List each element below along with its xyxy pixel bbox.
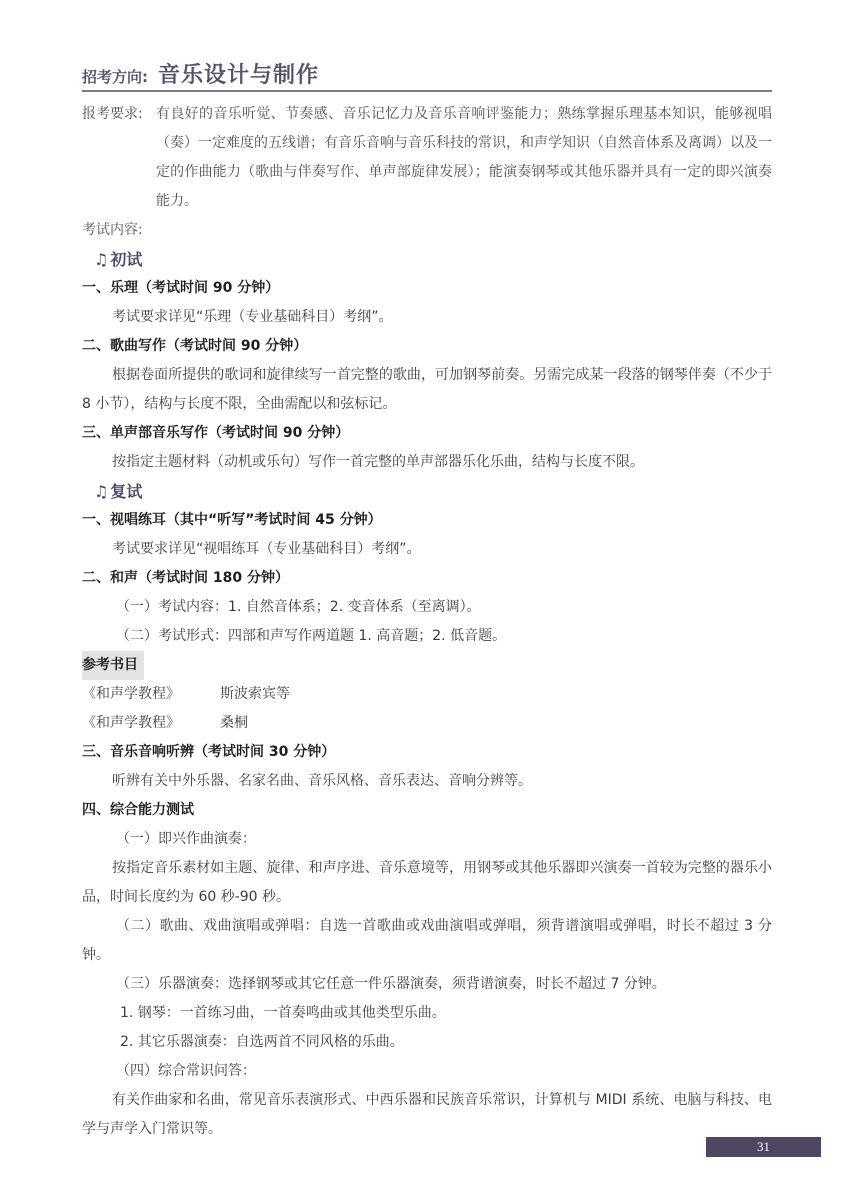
section-paragraph: 考试要求详见“视唱练耳（专业基础科目）考纲”。 bbox=[112, 541, 421, 557]
section-paragraph: 考试要求详见“乐理（专业基础科目）考纲”。 bbox=[112, 309, 393, 325]
requirement-block bbox=[82, 100, 772, 216]
stage-first-title: 初试 bbox=[110, 250, 143, 269]
reference-book-item bbox=[82, 709, 772, 738]
book-title: 《和声学教程》 bbox=[82, 715, 180, 731]
content-label: 考试内容: bbox=[82, 222, 143, 238]
section-heading: 三、单声部音乐写作（考试时间 90 分钟） bbox=[82, 425, 350, 441]
section-heading: 二、歌曲写作（考试时间 90 分钟） bbox=[82, 338, 308, 354]
book-author: 斯波索宾等 bbox=[220, 686, 290, 702]
section-paragraph: （二）考试形式：四部和声写作两道题 1. 高音题；2. 低音题。 bbox=[116, 628, 507, 644]
stage-first-round bbox=[94, 245, 772, 274]
section-header bbox=[82, 60, 772, 92]
section-paragraph: （二）歌曲、戏曲演唱或弹唱：自选一首歌曲或戏曲演唱或弹唱，须背谱演唱或弹唱，时长不超过 3 分钟。 bbox=[82, 918, 772, 963]
book-author: 桑桐 bbox=[220, 715, 248, 731]
page-body bbox=[82, 60, 772, 1144]
book-title: 《和声学教程》 bbox=[82, 686, 180, 702]
section-heading: 一、视唱练耳（其中“听写”考试时间 45 分钟） bbox=[82, 512, 382, 528]
page-number: 31 bbox=[706, 1137, 821, 1157]
music-note-icon: ♫ bbox=[94, 482, 109, 501]
section-paragraph: （一）即兴作曲演奏： bbox=[116, 831, 256, 847]
section-paragraph: （三）乐器演奏：选择钢琴或其它任意一件乐器演奏，须背谱演奏，时长不超过 7 分钟。 bbox=[116, 976, 666, 992]
section-paragraph: 有关作曲家和名曲，常见音乐表演形式、中西乐器和民族音乐常识，计算机与 MIDI 系统、电脑与科技、电学与声学入门常识等。 bbox=[82, 1092, 772, 1137]
section-paragraph: 听辨有关中外乐器、名家名曲、音乐风格、音乐表达、音响分辨等。 bbox=[112, 773, 532, 789]
header-label: 招考方向: bbox=[82, 68, 148, 86]
reference-books-heading: 参考书目 bbox=[82, 651, 144, 680]
section-heading: 四、综合能力测试 bbox=[82, 802, 194, 818]
section-paragraph: 1. 钢琴：一首练习曲，一首奏鸣曲或其他类型乐曲。 bbox=[120, 1005, 446, 1021]
section-heading: 三、音乐音响听辨（考试时间 30 分钟） bbox=[82, 744, 336, 760]
section-paragraph: 根据卷面所提供的歌词和旋律续写一首完整的歌曲，可加钢琴前奏。另需完成某一段落的钢琴伴奏（不少于 8 小节），结构与长度不限，全曲需配以和弦标记。 bbox=[82, 367, 772, 412]
section-paragraph: 按指定主题材料（动机或乐句）写作一首完整的单声部器乐化乐曲，结构与长度不限。 bbox=[112, 454, 644, 470]
requirement-label: 报考要求: bbox=[82, 106, 143, 122]
music-note-icon: ♫ bbox=[94, 250, 109, 269]
section-paragraph: （一）考试内容：1. 自然音体系；2. 变音体系（至离调）。 bbox=[116, 599, 481, 615]
page-title: 音乐设计与制作 bbox=[158, 63, 320, 88]
section-heading: 一、乐理（考试时间 90 分钟） bbox=[82, 280, 280, 296]
requirement-text: 有良好的音乐听觉、节奏感、音乐记忆力及音乐音响评鉴能力；熟练掌握乐理基本知识，能够视唱（奏）一定难度的五线谱；有音乐音响与音乐科技的常识，和声学知识（自然音体系及离调）以及一定的作曲能力（歌曲与伴奏写作、单声部旋律发展）；能演奏钢琴或其他乐器并具有一定的即兴演奏能力。 bbox=[156, 106, 772, 209]
stage-second-round bbox=[94, 477, 772, 506]
section-paragraph: （四）综合常识问答： bbox=[116, 1063, 256, 1079]
stage-second-title: 复试 bbox=[110, 482, 143, 501]
section-heading: 二、和声（考试时间 180 分钟） bbox=[82, 570, 289, 586]
reference-book-item bbox=[82, 680, 772, 709]
section-paragraph: 按指定音乐素材如主题、旋律、和声序进、音乐意境等，用钢琴或其他乐器即兴演奏一首较为完整的器乐小品，时间长度约为 60 秒-90 秒。 bbox=[82, 860, 772, 905]
section-paragraph: 2. 其它乐器演奏：自选两首不同风格的乐曲。 bbox=[120, 1034, 404, 1050]
